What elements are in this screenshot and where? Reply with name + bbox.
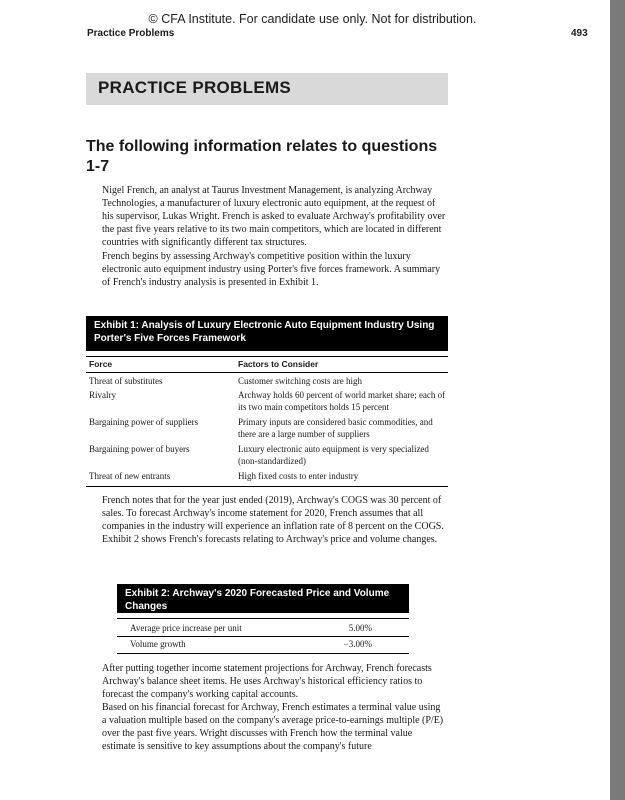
paragraph-cogs: French notes that for the year just ended (2019), Archway's COGS was 30 percent of sales. To forecast Archway's income statement for 2020, French assumes that all companies in the industry will experience an inflation rate of 8 percent on the COGS. Exhibit 2 shows French's forecasts relating to Archway's price and volume changes. <box>102 495 444 545</box>
force-cell: Bargaining power of buyers <box>89 444 190 454</box>
factors-cell: Luxury electronic auto equipment is very specialized (non-standardized) <box>238 444 429 466</box>
factors-cell: High fixed costs to enter industry <box>238 471 359 481</box>
exhibit-1-top-rule <box>86 356 448 357</box>
running-head: Practice Problems <box>87 28 175 39</box>
exhibit-1-bottom-rule <box>86 486 448 487</box>
factors-cell: Primary inputs are considered basic commodities, and there are a large number of suppliers <box>238 417 433 439</box>
section-title: PRACTICE PROBLEMS <box>98 78 292 97</box>
exhibit-2-bottom-rule <box>117 653 409 654</box>
factors-cell: Archway holds 60 percent of world market share; each of its two main competitors holds 15 percent <box>238 390 446 412</box>
force-cell: Bargaining power of suppliers <box>89 417 199 427</box>
page-edge-bar <box>610 0 625 800</box>
exhibit-1-header-factors: Factors to Consider <box>238 359 319 369</box>
metric-label: Volume growth <box>130 639 186 649</box>
page-number: 493 <box>571 28 588 39</box>
force-cell: Threat of new entrants <box>89 471 171 481</box>
metric-value: −3.00% <box>343 639 372 649</box>
factors-cell: Customer switching costs are high <box>238 376 362 386</box>
paragraph-porter: French begins by assessing Archway's competitive position within the luxury electronic auto equipment industry using Porter's five forces framework. A summary of French's industry analysis is presented in Exhibit 1. <box>102 251 441 288</box>
paragraph-balance-sheet: After putting together income statement projections for Archway, French forecasts Archway's balance sheet items. He uses Archway's historical efficiency ratios to forecast the company's working capital accounts. <box>102 663 432 700</box>
watermark: © CFA Institute. For candidate use only. Not for distribution. <box>148 12 477 26</box>
exhibit-1-title: Exhibit 1: Analysis of Luxury Electronic Auto Equipment Industry Using Porter's Five Forces Framework <box>86 316 448 351</box>
force-cell: Threat of substitutes <box>89 376 163 386</box>
question-set-heading: The following information relates to questions 1-7 <box>86 138 438 175</box>
exhibit-2-row-rule <box>117 636 409 637</box>
section-banner <box>86 73 448 105</box>
exhibit-1-header-rule <box>86 372 448 373</box>
exhibit-2-top-rule <box>117 618 409 619</box>
paragraph-intro: Nigel French, an analyst at Taurus Investment Management, is analyzing Archway Technologies, a manufacturer of luxury electronic auto equipment, at the request of his supervisor, Lukas Wright. French is asked to evaluate Archway's profitability over the past five years relative to its two main competitors, which are located in different countries with significantly different tax structures. <box>102 185 446 248</box>
force-cell: Rivalry <box>89 390 116 400</box>
paragraph-terminal-value: Based on his financial forecast for Archway, French estimates a terminal value using a valuation multiple based on the company's average price-to-earnings multiple (P/E) over the past five years. Wright discusses with French how the terminal value estimate is sensitive to key assumptions about the company's future <box>102 702 444 752</box>
exhibit-1-header-force: Force <box>89 359 113 369</box>
exhibit-2-title: Exhibit 2: Archway's 2020 Forecasted Price and Volume Changes <box>117 584 409 613</box>
metric-label: Average price increase per unit <box>130 623 242 633</box>
metric-value: 5.00% <box>348 623 372 633</box>
